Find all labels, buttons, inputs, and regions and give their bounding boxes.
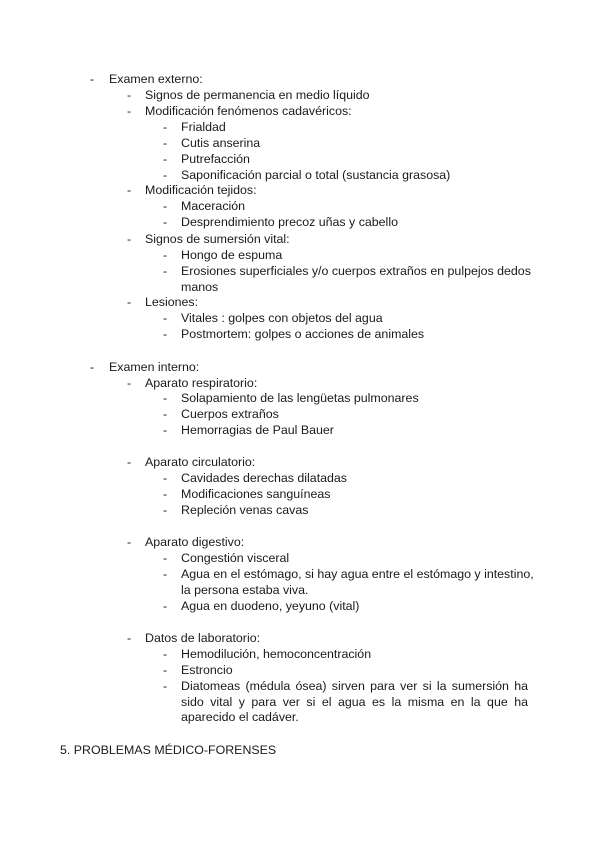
bullet-dash: - — [127, 295, 132, 309]
list-item-continuation: manos — [181, 280, 219, 294]
bullet-dash: - — [163, 599, 168, 613]
bullet-dash: - — [163, 120, 168, 134]
bullet-dash: - — [163, 503, 168, 517]
sublist-label: Modificación fenómenos cadavéricos: — [145, 104, 352, 118]
list-item: Hongo de espuma — [181, 248, 283, 262]
bullet-dash: - — [163, 136, 168, 150]
bullet-dash: - — [163, 471, 168, 485]
bullet-dash: - — [163, 248, 168, 262]
bullet-dash: - — [163, 215, 168, 229]
bullet-dash: - — [127, 376, 132, 390]
list-item: Erosiones superficiales y/o cuerpos extraños en pulpejos dedos — [181, 264, 531, 278]
bullet-dash: - — [163, 311, 168, 325]
list-item-continuation: la persona estaba viva. — [181, 583, 309, 597]
sublist-label: Aparato digestivo: — [145, 535, 245, 549]
list-item: Estroncio — [181, 663, 233, 677]
bullet-dash: - — [127, 104, 132, 118]
list-item: Cutis anserina — [181, 136, 261, 150]
bullet-dash: - — [163, 391, 168, 405]
list-item: Solapamiento de las lengüetas pulmonares — [181, 391, 419, 405]
bullet-dash: - — [163, 407, 168, 421]
bullet-dash: - — [163, 327, 168, 341]
examen-interno-title: Examen interno: — [109, 360, 200, 374]
list-item: Hemorragias de Paul Bauer — [181, 423, 334, 437]
sublist-label: Signos de sumersión vital: — [145, 232, 290, 246]
bullet-dash: - — [163, 152, 168, 166]
bullet-dash: - — [163, 423, 168, 437]
list-item: Modificaciones sanguíneas — [181, 487, 331, 501]
list-item: Cuerpos extraños — [181, 407, 279, 421]
list-item: Agua en el estómago, si hay agua entre el estómago y intestino, — [181, 567, 534, 581]
bullet-dash: - — [127, 535, 132, 549]
list-item: Saponificación parcial o total (sustancia grasosa) — [181, 168, 451, 182]
sublist-label: Aparato respiratorio: — [145, 376, 258, 390]
list-item: Postmortem: golpes o acciones de animales — [181, 327, 425, 341]
list-item: Putrefacción — [181, 152, 250, 166]
list-item: Cavidades derechas dilatadas — [181, 471, 348, 485]
bullet-dash: - — [163, 679, 168, 693]
sublist-label: Datos de laboratorio: — [145, 631, 261, 645]
list-item: Hemodilución, hemoconcentración — [181, 647, 372, 661]
list-item: Desprendimiento precoz uñas y cabello — [181, 215, 398, 229]
bullet-dash: - — [127, 232, 132, 246]
bullet-dash: - — [127, 631, 132, 645]
bullet-dash: - — [163, 567, 168, 581]
sublist-label: Modificación tejidos: — [145, 183, 257, 197]
sublist-label: Lesiones: — [145, 295, 199, 309]
bullet-dash: - — [163, 264, 168, 278]
bullet-dash: - — [127, 183, 132, 197]
list-item: Maceración — [181, 199, 246, 213]
list-item: Vitales : golpes con objetos del agua — [181, 311, 383, 325]
bullet-dash: - — [163, 647, 168, 661]
sublist-label: Aparato circulatorio: — [145, 455, 256, 469]
bullet-dash: - — [163, 487, 168, 501]
bullet-dash: - — [127, 88, 132, 102]
list-item-paragraph: Diatomeas (médula ósea) sirven para ver si la sumersión ha sido vital y para ver si el agua es la misma en la que ha aparecido el cadáver. — [181, 679, 528, 724]
list-item: Repleción venas cavas — [181, 503, 309, 517]
bullet-dash: - — [163, 663, 168, 677]
examen-externo-title: Examen externo: — [109, 72, 203, 86]
bullet-dash: - — [90, 72, 95, 86]
section-heading: 5. PROBLEMAS MÉDICO-FORENSES — [60, 743, 277, 757]
bullet-dash: - — [127, 455, 132, 469]
list-item: Frialdad — [181, 120, 226, 134]
list-item: Signos de permanencia en medio líquido — [145, 88, 370, 102]
bullet-dash: - — [163, 168, 168, 182]
list-item: Congestión visceral — [181, 551, 290, 565]
list-item: Agua en duodeno, yeyuno (vital) — [181, 599, 360, 613]
bullet-dash: - — [90, 360, 95, 374]
bullet-dash: - — [163, 199, 168, 213]
bullet-dash: - — [163, 551, 168, 565]
